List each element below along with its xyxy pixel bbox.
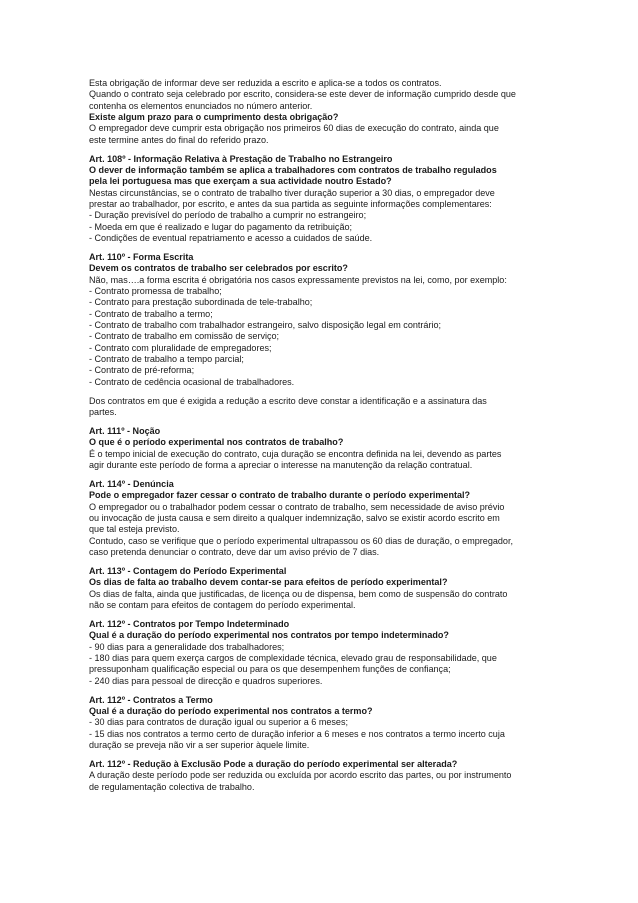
- document-body: [89, 78, 551, 801]
- text-line: - Contrato de trabalho a termo;: [89, 308, 213, 319]
- text-line: Não, mas….a forma escrita é obrigatória nos casos expressamente previstos na lei, como, por exemplo:: [89, 274, 507, 285]
- text-line: não se contam para efeitos de contagem do período experimental.: [89, 600, 356, 610]
- heading-line: Pode o empregador fazer cessar o contrato de trabalho durante o período experimental?: [89, 490, 471, 501]
- text-line: - Duração previsível do período de trabalho a cumprir no estrangeiro;: [89, 210, 367, 221]
- text-line: - Contrato promessa de trabalho;: [89, 286, 222, 297]
- text-line: Contudo, caso se verifique que o período experimental ultrapassou os 60 dias de duração, o empregador,: [89, 535, 513, 546]
- text-line: - 240 dias para pessoal de direcção e quadros superiores.: [89, 675, 323, 686]
- text-line: de regulamentação colectiva de trabalho.: [89, 781, 255, 792]
- paragraph: [89, 154, 551, 245]
- text-line: contenha os elementos enunciados no número anterior.: [89, 100, 313, 111]
- text-line: - Contrato de trabalho com trabalhador estrangeiro, salvo disposição legal em contrário;: [89, 320, 442, 331]
- text-line: - 15 dias nos contratos a termo certo de duração inferior a 6 meses e nos contratos a termo incerto cuja: [89, 728, 505, 739]
- heading-line: O dever de informação também se aplica a trabalhadores com contratos de trabalho regulados: [89, 165, 497, 175]
- text-line: Esta obrigação de informar deve ser reduzida a escrito e aplica-se a todos os contratos.: [89, 78, 442, 88]
- text-line: que tal esteja previsto.: [89, 524, 180, 535]
- text-line: O empregador deve cumprir esta obrigação nos primeiros 60 dias de execução do contrato, ainda que: [89, 123, 499, 134]
- text-line: este termine antes do final do referido prazo.: [89, 134, 269, 145]
- text-line: caso pretenda denunciar o contrato, deve dar um aviso prévio de 7 dias.: [89, 547, 380, 558]
- heading-line: Art. 114º - Denúncia: [89, 478, 174, 489]
- heading-line: Existe algum prazo para o cumprimento desta obrigação?: [89, 112, 339, 123]
- text-line: O empregador ou o trabalhador podem cessar o contrato de trabalho, sem necessidade de aviso prévio: [89, 501, 505, 512]
- heading-line: Devem os contratos de trabalho ser celebrados por escrito?: [89, 263, 348, 274]
- text-line: ou invocação de justa causa e sem direito a qualquer indemnização, salvo se existir acordo escrito em: [89, 513, 500, 523]
- text-line: - 30 dias para contratos de duração igual ou superior a 6 meses;: [89, 717, 348, 728]
- text-line: pressuponham qualificação especial ou para os que desempenhem funções de confiança;: [89, 664, 451, 675]
- text-line: prestar ao trabalhador, por escrito, e antes da sua partida as seguinte informações complementares:: [89, 199, 492, 210]
- heading-line: Os dias de falta ao trabalho devem contar-se para efeitos de período experimental?: [89, 577, 448, 588]
- text-line: - Contrato de pré-reforma;: [89, 365, 195, 376]
- heading-line: Art. 111º - Noção: [89, 426, 161, 436]
- heading-line: Art. 112º - Contratos a Termo: [89, 694, 213, 705]
- text-line: partes.: [89, 407, 117, 418]
- text-line: - Contrato de trabalho em comissão de serviço;: [89, 331, 280, 342]
- text-line: - Contrato para prestação subordinada de tele-trabalho;: [89, 297, 313, 308]
- text-line: Dos contratos em que é exigida a redução a escrito deve constar a identificação e a assinatura das: [89, 395, 487, 406]
- heading-line: Qual é a duração do período experimental nos contratos a termo?: [89, 705, 373, 716]
- paragraph: [89, 426, 551, 471]
- paragraph: [89, 252, 551, 388]
- text-line: Nestas circunstâncias, se o contrato de trabalho tiver duração superior a 30 dias, o empregador deve: [89, 187, 495, 198]
- paragraph: [89, 566, 551, 611]
- paragraph: [89, 619, 551, 687]
- text-line: A duração deste período pode ser reduzida ou excluída por acordo escrito das partes, ou por instrumento: [89, 770, 512, 781]
- text-line: É o tempo inicial de execução do contrato, cuja duração se encontra definida na lei, devendo as partes: [89, 448, 502, 459]
- paragraph: [89, 78, 551, 146]
- heading-line: Qual é a duração do período experimental nos contratos por tempo indeterminado?: [89, 630, 449, 641]
- paragraph: [89, 695, 551, 752]
- text-line: - 180 dias para quem exerça cargos de complexidade técnica, elevado grau de responsabilidade, que: [89, 652, 497, 663]
- paragraph: [89, 396, 551, 419]
- text-line: Os dias de falta, ainda que justificadas, de licença ou de dispensa, bem como de suspensão do contrato: [89, 588, 508, 599]
- text-line: - Condições de eventual repatriamento e acesso a cuidados de saúde.: [89, 233, 373, 244]
- text-line: - Contrato com pluralidade de empregadores;: [89, 342, 272, 353]
- text-line: duração se preveja não vir a ser superior àquele limite.: [89, 739, 310, 750]
- text-line: Quando o contrato seja celebrado por escrito, considera-se este dever de informação cumprido desde que: [89, 89, 516, 100]
- paragraph: [89, 759, 551, 793]
- heading-line: pela lei portuguesa mas que exerçam a sua actividade noutro Estado?: [89, 176, 392, 187]
- heading-line: Art. 113º - Contagem do Período Experimental: [89, 565, 287, 576]
- heading-line: Art. 108º - Informação Relativa à Prestação de Trabalho no Estrangeiro: [89, 153, 393, 164]
- paragraph: [89, 479, 551, 558]
- text-line: agir durante este período de forma a apreciar o interesse na manutenção da relação contratual.: [89, 460, 473, 471]
- text-line: - Contrato de trabalho a tempo parcial;: [89, 354, 244, 365]
- text-line: - 90 dias para a generalidade dos trabalhadores;: [89, 641, 285, 652]
- heading-line: O que é o período experimental nos contratos de trabalho?: [89, 437, 344, 448]
- heading-line: Art. 112º - Contratos por Tempo Indeterminado: [89, 618, 290, 629]
- heading-line: Art. 112º - Redução à Exclusão Pode a duração do período experimental ser alterada?: [89, 758, 458, 769]
- text-line: - Contrato de cedência ocasional de trabalhadores.: [89, 376, 295, 387]
- heading-line: Art. 110º - Forma Escrita: [89, 252, 194, 262]
- text-line: - Moeda em que é realizado e lugar do pagamento da retribuição;: [89, 221, 353, 232]
